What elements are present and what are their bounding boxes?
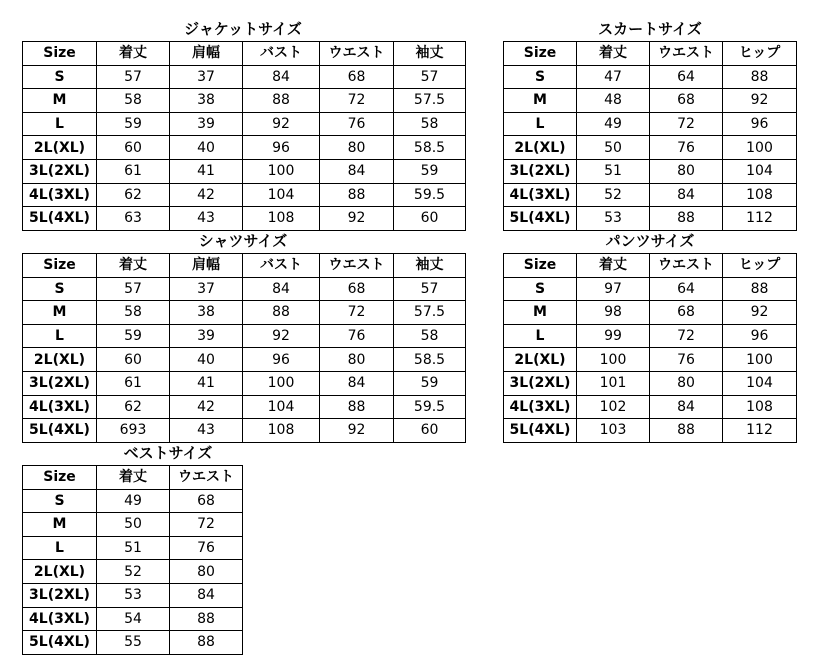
size-label-cell: L bbox=[23, 536, 97, 560]
measurement-cell: 59 bbox=[97, 112, 170, 136]
measurement-cell: 76 bbox=[320, 112, 394, 136]
jacket-size-title: ジャケットサイズ bbox=[184, 20, 302, 38]
table-row bbox=[504, 301, 797, 325]
table-row bbox=[504, 348, 797, 372]
table-row bbox=[23, 489, 243, 513]
column-header: 着丈 bbox=[97, 42, 170, 66]
size-label-cell: 3L(2XL) bbox=[23, 159, 97, 183]
measurement-cell: 49 bbox=[577, 112, 650, 136]
table-row bbox=[23, 583, 243, 607]
pants-size-table bbox=[503, 253, 797, 443]
table-row bbox=[23, 89, 466, 113]
measurement-cell: 51 bbox=[577, 159, 650, 183]
measurement-cell: 103 bbox=[577, 419, 650, 443]
size-label-cell: 3L(2XL) bbox=[504, 159, 577, 183]
measurement-cell: 39 bbox=[170, 324, 243, 348]
measurement-cell: 64 bbox=[650, 277, 723, 301]
measurement-cell: 84 bbox=[170, 583, 243, 607]
measurement-cell: 84 bbox=[650, 395, 723, 419]
size-label-cell: L bbox=[504, 324, 577, 348]
measurement-cell: 72 bbox=[320, 301, 394, 325]
measurement-cell: 108 bbox=[243, 419, 320, 443]
size-label-cell: 2L(XL) bbox=[504, 348, 577, 372]
table-row bbox=[23, 112, 466, 136]
table-row bbox=[23, 513, 243, 537]
table-row bbox=[504, 136, 797, 160]
measurement-cell: 100 bbox=[723, 348, 797, 372]
size-label-cell: S bbox=[23, 489, 97, 513]
measurement-cell: 68 bbox=[650, 89, 723, 113]
table-row bbox=[23, 301, 466, 325]
measurement-cell: 97 bbox=[577, 277, 650, 301]
measurement-cell: 92 bbox=[320, 419, 394, 443]
measurement-cell: 38 bbox=[170, 89, 243, 113]
size-label-cell: S bbox=[504, 277, 577, 301]
size-label-cell: 2L(XL) bbox=[23, 348, 97, 372]
column-header: 着丈 bbox=[577, 42, 650, 66]
size-label-cell: 4L(3XL) bbox=[504, 395, 577, 419]
measurement-cell: 47 bbox=[577, 65, 650, 89]
measurement-cell: 76 bbox=[650, 136, 723, 160]
size-label-cell: S bbox=[504, 65, 577, 89]
measurement-cell: 59.5 bbox=[394, 395, 466, 419]
measurement-cell: 60 bbox=[394, 419, 466, 443]
measurement-cell: 55 bbox=[97, 631, 170, 655]
measurement-cell: 59 bbox=[394, 371, 466, 395]
measurement-cell: 49 bbox=[97, 489, 170, 513]
measurement-cell: 42 bbox=[170, 395, 243, 419]
size-label-cell: 4L(3XL) bbox=[23, 395, 97, 419]
measurement-cell: 96 bbox=[243, 348, 320, 372]
size-label-cell: M bbox=[504, 89, 577, 113]
table-row bbox=[504, 89, 797, 113]
measurement-cell: 80 bbox=[320, 136, 394, 160]
measurement-cell: 104 bbox=[243, 183, 320, 207]
size-label-cell: 3L(2XL) bbox=[23, 371, 97, 395]
measurement-cell: 57.5 bbox=[394, 89, 466, 113]
measurement-cell: 80 bbox=[320, 348, 394, 372]
measurement-cell: 88 bbox=[320, 183, 394, 207]
column-header: ウエスト bbox=[650, 254, 723, 278]
table-row bbox=[23, 136, 466, 160]
shirt-size-title: シャツサイズ bbox=[198, 232, 288, 250]
measurement-cell: 60 bbox=[97, 348, 170, 372]
size-label-cell: 5L(4XL) bbox=[504, 207, 577, 231]
table-row bbox=[504, 277, 797, 301]
size-label-cell: 5L(4XL) bbox=[504, 419, 577, 443]
measurement-cell: 100 bbox=[243, 371, 320, 395]
measurement-cell: 64 bbox=[650, 65, 723, 89]
measurement-cell: 84 bbox=[320, 159, 394, 183]
column-header: ウエスト bbox=[650, 42, 723, 66]
measurement-cell: 39 bbox=[170, 112, 243, 136]
measurement-cell: 80 bbox=[650, 159, 723, 183]
table-row bbox=[23, 631, 243, 655]
table-row bbox=[23, 348, 466, 372]
measurement-cell: 108 bbox=[723, 395, 797, 419]
column-header: Size bbox=[504, 42, 577, 66]
table-header-row bbox=[23, 254, 466, 278]
jacket-size-table bbox=[22, 41, 466, 231]
table-row bbox=[23, 65, 466, 89]
measurement-cell: 88 bbox=[650, 419, 723, 443]
measurement-cell: 40 bbox=[170, 136, 243, 160]
measurement-cell: 92 bbox=[723, 301, 797, 325]
size-label-cell: 2L(XL) bbox=[23, 136, 97, 160]
size-label-cell: M bbox=[504, 301, 577, 325]
table-row bbox=[23, 560, 243, 584]
measurement-cell: 112 bbox=[723, 419, 797, 443]
measurement-cell: 96 bbox=[723, 324, 797, 348]
measurement-cell: 62 bbox=[97, 395, 170, 419]
measurement-cell: 99 bbox=[577, 324, 650, 348]
shirt-size-table bbox=[22, 253, 466, 443]
column-header: 着丈 bbox=[97, 254, 170, 278]
measurement-cell: 59.5 bbox=[394, 183, 466, 207]
measurement-cell: 41 bbox=[170, 371, 243, 395]
measurement-cell: 88 bbox=[723, 277, 797, 301]
measurement-cell: 50 bbox=[577, 136, 650, 160]
table-row bbox=[504, 324, 797, 348]
size-label-cell: 3L(2XL) bbox=[23, 583, 97, 607]
measurement-cell: 62 bbox=[97, 183, 170, 207]
size-label-cell: L bbox=[23, 324, 97, 348]
measurement-cell: 72 bbox=[650, 324, 723, 348]
column-header: ウエスト bbox=[320, 42, 394, 66]
pants-size-title: パンツサイズ bbox=[605, 232, 695, 250]
measurement-cell: 84 bbox=[243, 65, 320, 89]
table-row bbox=[23, 159, 466, 183]
size-label-cell: 3L(2XL) bbox=[504, 371, 577, 395]
measurement-cell: 104 bbox=[243, 395, 320, 419]
column-header: Size bbox=[23, 42, 97, 66]
measurement-cell: 57 bbox=[394, 65, 466, 89]
column-header: バスト bbox=[243, 254, 320, 278]
table-row bbox=[23, 419, 466, 443]
measurement-cell: 108 bbox=[243, 207, 320, 231]
measurement-cell: 68 bbox=[320, 65, 394, 89]
measurement-cell: 76 bbox=[170, 536, 243, 560]
measurement-cell: 57 bbox=[97, 65, 170, 89]
measurement-cell: 84 bbox=[243, 277, 320, 301]
table-row bbox=[504, 207, 797, 231]
size-label-cell: 5L(4XL) bbox=[23, 207, 97, 231]
measurement-cell: 57 bbox=[394, 277, 466, 301]
measurement-cell: 68 bbox=[170, 489, 243, 513]
measurement-cell: 58 bbox=[394, 112, 466, 136]
table-row bbox=[23, 207, 466, 231]
measurement-cell: 51 bbox=[97, 536, 170, 560]
measurement-cell: 52 bbox=[97, 560, 170, 584]
measurement-cell: 104 bbox=[723, 159, 797, 183]
measurement-cell: 63 bbox=[97, 207, 170, 231]
column-header: バスト bbox=[243, 42, 320, 66]
table-row bbox=[23, 183, 466, 207]
measurement-cell: 108 bbox=[723, 183, 797, 207]
measurement-cell: 76 bbox=[320, 324, 394, 348]
measurement-cell: 57 bbox=[97, 277, 170, 301]
measurement-cell: 98 bbox=[577, 301, 650, 325]
table-row bbox=[504, 112, 797, 136]
measurement-cell: 84 bbox=[650, 183, 723, 207]
column-header: 袖丈 bbox=[394, 254, 466, 278]
measurement-cell: 68 bbox=[650, 301, 723, 325]
measurement-cell: 72 bbox=[650, 112, 723, 136]
table-row bbox=[504, 419, 797, 443]
measurement-cell: 58 bbox=[394, 324, 466, 348]
column-header: Size bbox=[504, 254, 577, 278]
measurement-cell: 80 bbox=[170, 560, 243, 584]
measurement-cell: 88 bbox=[243, 301, 320, 325]
column-header: 着丈 bbox=[97, 466, 170, 490]
measurement-cell: 60 bbox=[97, 136, 170, 160]
measurement-cell: 88 bbox=[723, 65, 797, 89]
measurement-cell: 88 bbox=[243, 89, 320, 113]
measurement-cell: 88 bbox=[320, 395, 394, 419]
table-row bbox=[504, 395, 797, 419]
column-header: 袖丈 bbox=[394, 42, 466, 66]
measurement-cell: 58 bbox=[97, 301, 170, 325]
measurement-cell: 84 bbox=[320, 371, 394, 395]
measurement-cell: 68 bbox=[320, 277, 394, 301]
size-label-cell: 4L(3XL) bbox=[23, 183, 97, 207]
table-header-row bbox=[504, 254, 797, 278]
table-row bbox=[23, 607, 243, 631]
measurement-cell: 52 bbox=[577, 183, 650, 207]
column-header: 着丈 bbox=[577, 254, 650, 278]
measurement-cell: 80 bbox=[650, 371, 723, 395]
size-label-cell: L bbox=[504, 112, 577, 136]
table-row bbox=[504, 159, 797, 183]
table-header-row bbox=[23, 42, 466, 66]
measurement-cell: 101 bbox=[577, 371, 650, 395]
measurement-cell: 104 bbox=[723, 371, 797, 395]
table-header-row bbox=[504, 42, 797, 66]
table-header-row bbox=[23, 466, 243, 490]
measurement-cell: 96 bbox=[723, 112, 797, 136]
measurement-cell: 58 bbox=[97, 89, 170, 113]
measurement-cell: 59 bbox=[394, 159, 466, 183]
measurement-cell: 42 bbox=[170, 183, 243, 207]
measurement-cell: 57.5 bbox=[394, 301, 466, 325]
measurement-cell: 112 bbox=[723, 207, 797, 231]
size-label-cell: 4L(3XL) bbox=[504, 183, 577, 207]
measurement-cell: 54 bbox=[97, 607, 170, 631]
column-header: Size bbox=[23, 254, 97, 278]
measurement-cell: 37 bbox=[170, 277, 243, 301]
table-row bbox=[23, 536, 243, 560]
column-header: 肩幅 bbox=[170, 42, 243, 66]
measurement-cell: 43 bbox=[170, 419, 243, 443]
measurement-cell: 88 bbox=[170, 607, 243, 631]
measurement-cell: 96 bbox=[243, 136, 320, 160]
measurement-cell: 58.5 bbox=[394, 348, 466, 372]
table-row bbox=[504, 183, 797, 207]
measurement-cell: 92 bbox=[723, 89, 797, 113]
column-header: 肩幅 bbox=[170, 254, 243, 278]
measurement-cell: 76 bbox=[650, 348, 723, 372]
measurement-cell: 92 bbox=[320, 207, 394, 231]
table-row bbox=[504, 65, 797, 89]
size-label-cell: L bbox=[23, 112, 97, 136]
measurement-cell: 72 bbox=[170, 513, 243, 537]
measurement-cell: 693 bbox=[97, 419, 170, 443]
measurement-cell: 48 bbox=[577, 89, 650, 113]
table-row bbox=[23, 371, 466, 395]
size-label-cell: 5L(4XL) bbox=[23, 419, 97, 443]
measurement-cell: 100 bbox=[243, 159, 320, 183]
measurement-cell: 38 bbox=[170, 301, 243, 325]
column-header: ヒップ bbox=[723, 42, 797, 66]
measurement-cell: 61 bbox=[97, 371, 170, 395]
size-label-cell: 5L(4XL) bbox=[23, 631, 97, 655]
measurement-cell: 58.5 bbox=[394, 136, 466, 160]
column-header: ウエスト bbox=[170, 466, 243, 490]
column-header: ウエスト bbox=[320, 254, 394, 278]
table-row bbox=[23, 277, 466, 301]
size-label-cell: M bbox=[23, 301, 97, 325]
size-label-cell: 2L(XL) bbox=[504, 136, 577, 160]
size-label-cell: M bbox=[23, 513, 97, 537]
measurement-cell: 100 bbox=[723, 136, 797, 160]
table-row bbox=[23, 395, 466, 419]
size-label-cell: M bbox=[23, 89, 97, 113]
measurement-cell: 102 bbox=[577, 395, 650, 419]
measurement-cell: 61 bbox=[97, 159, 170, 183]
column-header: Size bbox=[23, 466, 97, 490]
measurement-cell: 88 bbox=[650, 207, 723, 231]
measurement-cell: 60 bbox=[394, 207, 466, 231]
size-label-cell: S bbox=[23, 65, 97, 89]
measurement-cell: 41 bbox=[170, 159, 243, 183]
measurement-cell: 43 bbox=[170, 207, 243, 231]
measurement-cell: 59 bbox=[97, 324, 170, 348]
size-label-cell: S bbox=[23, 277, 97, 301]
size-label-cell: 2L(XL) bbox=[23, 560, 97, 584]
measurement-cell: 72 bbox=[320, 89, 394, 113]
size-label-cell: 4L(3XL) bbox=[23, 607, 97, 631]
skirt-size-title: スカートサイズ bbox=[598, 20, 702, 38]
measurement-cell: 92 bbox=[243, 324, 320, 348]
measurement-cell: 92 bbox=[243, 112, 320, 136]
measurement-cell: 50 bbox=[97, 513, 170, 537]
measurement-cell: 88 bbox=[170, 631, 243, 655]
skirt-size-table bbox=[503, 41, 797, 231]
measurement-cell: 40 bbox=[170, 348, 243, 372]
measurement-cell: 100 bbox=[577, 348, 650, 372]
measurement-cell: 37 bbox=[170, 65, 243, 89]
table-row bbox=[23, 324, 466, 348]
column-header: ヒップ bbox=[723, 254, 797, 278]
vest-size-table bbox=[22, 465, 243, 655]
measurement-cell: 53 bbox=[577, 207, 650, 231]
measurement-cell: 53 bbox=[97, 583, 170, 607]
table-row bbox=[504, 371, 797, 395]
vest-size-title: ベストサイズ bbox=[123, 444, 213, 462]
